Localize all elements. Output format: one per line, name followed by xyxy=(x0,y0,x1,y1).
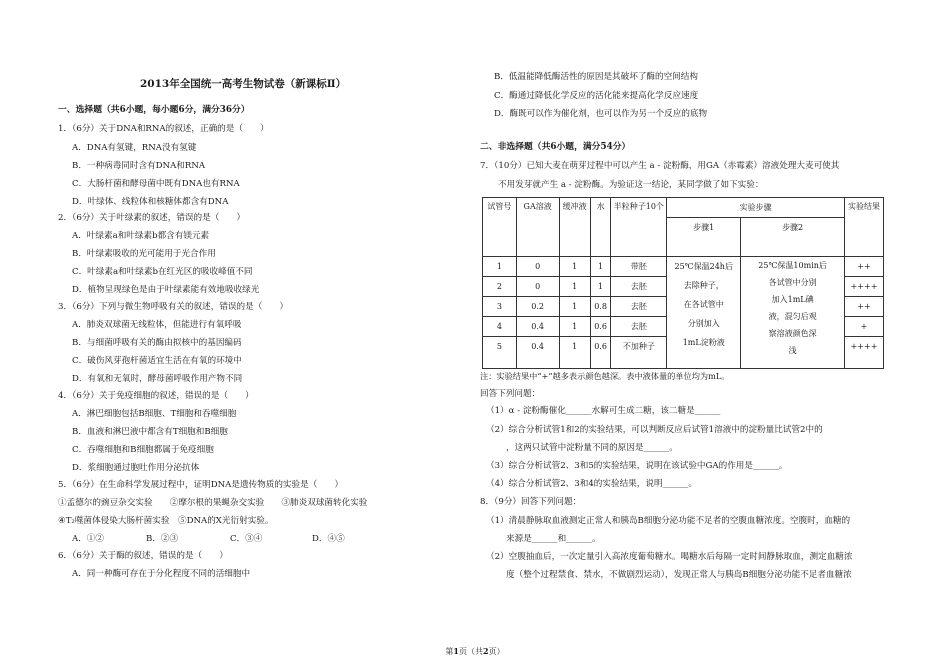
row4-ga: 0.4 xyxy=(516,317,559,337)
header-tube-number: 试管号 xyxy=(483,198,517,257)
step1-line: 在各试管中 xyxy=(683,300,724,309)
q5-items-line2: ④T₂噬菌体侵染大肠杆菌实验 ⑤DNA的X光衍射实验。 xyxy=(58,516,274,526)
q1-option-d: D．叶绿体、线粒体和核糖体都含有DNA xyxy=(72,197,229,207)
row1-water: 1 xyxy=(590,257,611,277)
step2-line: 浅 xyxy=(788,346,797,355)
q8-sub2-line2: 度（整个过程禁食、禁水，不做剧烈运动），发现正常人与胰岛B细胞分泌功能不足者血糖浓 xyxy=(506,570,852,580)
row2-buffer: 1 xyxy=(559,277,590,297)
row2-tube: 2 xyxy=(483,277,517,297)
q3-option-d: D．有氧和无氧时，酵母菌呼吸作用产物不同 xyxy=(72,374,243,384)
header-steps: 实验步骤 xyxy=(667,198,845,218)
row2-water: 1 xyxy=(590,277,611,297)
row4-water: 0.6 xyxy=(590,317,611,337)
step2-line: 液，混匀后观 xyxy=(768,312,817,321)
q1-option-a: A．DNA有氢键，RNA没有氢键 xyxy=(72,143,197,153)
q8-sub1-line2: 来源是______和______。 xyxy=(506,534,601,544)
q5-option-d: D．④⑤ xyxy=(312,534,345,544)
step2-line: 察溶液颜色深 xyxy=(768,329,817,338)
row3-tube: 3 xyxy=(483,297,517,317)
q4-stem: 4．（6分）关于免疫细胞的叙述，错误的是（ ） xyxy=(58,391,254,401)
q7-sub2-line1: （2）综合分析试管1和2的实验结果，可以判断反应后试管1溶液中的淀粉量比试管2中的 xyxy=(486,425,823,435)
experiment-table xyxy=(482,197,884,369)
q8-sub1-line1: （1）清晨静脉取血液测定正常人和胰岛B细胞分泌功能不足者的空腹血糖浓度。空腹时，血糖的 xyxy=(486,516,851,526)
q1-stem: 1．（6分）关于DNA和RNA的叙述，正确的是（ ） xyxy=(58,124,269,134)
footer-page-number: 1 xyxy=(453,646,459,656)
header-result: 实验结果 xyxy=(845,198,884,257)
row3-result: ++ xyxy=(845,297,884,317)
step2-line: 25℃保温10min后 xyxy=(758,261,827,270)
q7-sub4: （4）综合分析试管2、3和4的实验结果，说明______。 xyxy=(486,479,697,489)
q6-option-b: B．低温能降低酶活性的原因是其破坏了酶的空间结构 xyxy=(494,72,698,82)
step1-line: 去除种子， xyxy=(683,281,724,290)
q3-option-a: A．肺炎双球菌无线粒体，但能进行有氧呼吸 xyxy=(72,320,242,330)
header-water: 水 xyxy=(590,198,611,257)
step1-line: 25℃保温24h后 xyxy=(674,262,733,271)
q7-sub1: （1）α - 淀粉酶催化______水解可生成二糖，该二糖是______ xyxy=(486,406,721,416)
header-step2: 步骤2 xyxy=(741,218,845,257)
step2-description xyxy=(741,257,845,369)
step2-line: 各试管中分别 xyxy=(768,278,817,287)
row1-seed: 带胚 xyxy=(611,257,667,277)
q7-stem-line2: 不用发芽就产生 a - 淀粉酶。为验证这一结论，某同学做了如下实验： xyxy=(498,180,764,190)
row2-ga: 0 xyxy=(516,277,559,297)
row1-buffer: 1 xyxy=(559,257,590,277)
q5-option-c: C．③④ xyxy=(230,534,263,544)
q7-sub3: （3）综合分析试管2、3和5的实验结果，说明在该试验中GA的作用是______。 xyxy=(486,461,788,471)
q3-option-c: C．破伤风芽孢杆菌适宜生活在有氧的环境中 xyxy=(72,356,242,366)
q4-option-b: B．血液和淋巴液中都含有T细胞和B细胞 xyxy=(72,427,228,437)
q2-option-c: C．叶绿素a和叶绿素b在红光区的吸收峰值不同 xyxy=(72,267,253,277)
q5-option-a: A．①② xyxy=(72,534,104,544)
q2-stem: 2．（6分）关于叶绿素的叙述，错误的是（ ） xyxy=(58,213,246,223)
footer-post: 页） xyxy=(488,647,505,656)
q4-option-d: D．浆细胞通过胞吐作用分泌抗体 xyxy=(72,463,200,473)
q5-option-b: B．②③ xyxy=(146,534,179,544)
row3-water: 0.8 xyxy=(590,297,611,317)
header-buffer: 缓冲液 xyxy=(559,198,590,257)
row5-tube: 5 xyxy=(483,337,517,369)
step1-line: 1mL淀粉液 xyxy=(682,338,725,347)
q8-sub2-line1: （2）空腹抽血后，一次定量引入高浓度葡萄糖水。喝糖水后每隔一定时间静脉取血，测定血糖浓 xyxy=(486,552,853,562)
q2-option-a: A．叶绿素a和叶绿素b都含有镁元素 xyxy=(72,231,210,241)
row3-ga: 0.2 xyxy=(516,297,559,317)
row4-tube: 4 xyxy=(483,317,517,337)
q3-stem: 3．（6分）下列与微生物呼吸有关的叙述，错误的是（ ） xyxy=(58,302,289,312)
step2-line: 加入1mL碘 xyxy=(771,295,814,304)
q1-option-b: B．一种病毒同时含有DNA和RNA xyxy=(72,161,206,171)
header-ga-solution: GA溶液 xyxy=(516,198,559,257)
section-nonchoice-heading: 二、非选择题（共6小题，满分54分） xyxy=(480,142,631,152)
q4-option-c: C．吞噬细胞和B细胞都属于免疫细胞 xyxy=(72,445,214,455)
footer-mid: 页（共 xyxy=(459,647,483,656)
q5-stem: 5．（6分）在生命科学发展过程中，证明DNA是遗传物质的实验是（ ） xyxy=(58,480,344,490)
q6-stem: 6．（6分）关于酶的叙述，错误的是（ ） xyxy=(58,551,228,561)
row1-result: ++ xyxy=(845,257,884,277)
header-step1: 步骤1 xyxy=(667,218,741,257)
row1-tube: 1 xyxy=(483,257,517,277)
page-footer xyxy=(0,646,950,657)
q6-option-d: D．酶既可以作为催化剂，也可以作为另一个反应的底物 xyxy=(494,109,708,119)
q2-option-b: B．叶绿素吸收的光可能用于光合作用 xyxy=(72,249,216,259)
q3-option-b: B．与细菌呼吸有关的酶由拟核中的基因编码 xyxy=(72,338,242,348)
row1-ga: 0 xyxy=(516,257,559,277)
section-choice-heading: 一、选择题（共6小题，每小题6分，满分36分） xyxy=(58,105,250,115)
row5-result: ++++ xyxy=(845,337,884,369)
row5-ga: 0.4 xyxy=(516,337,559,369)
q1-option-c: C．大肠杆菌和酵母菌中既有DNA也有RNA xyxy=(72,179,240,189)
q4-option-a: A．淋巴细胞包括B细胞、T细胞和吞噬细胞 xyxy=(72,409,237,419)
step1-description xyxy=(667,257,741,369)
q2-option-d: D．植物呈现绿色是由于叶绿素能有效地吸收绿光 xyxy=(72,285,260,295)
q7-sub2-line2: ，这两只试管中淀粉量不同的原因是______。 xyxy=(506,443,678,453)
row5-seed: 不加种子 xyxy=(611,337,667,369)
footer-pre: 第 xyxy=(445,647,454,656)
footer-total-pages: 2 xyxy=(483,646,489,656)
q7-table-note: 注：实验结果中“+”越多表示颜色越深。表中液体量的单位均为mL。 xyxy=(480,371,730,381)
row4-buffer: 1 xyxy=(559,317,590,337)
row2-result: ++++ xyxy=(845,277,884,297)
q6-option-a: A．同一种酶可存在于分化程度不同的活细胞中 xyxy=(72,569,251,579)
row3-seed: 去胚 xyxy=(611,297,667,317)
row4-seed: 去胚 xyxy=(611,317,667,337)
row2-seed: 去胚 xyxy=(611,277,667,297)
q7-stem-line1: 7．（10分）已知大麦在萌芽过程中可以产生 a - 淀粉酶，用GA（赤霉素）溶液处理大麦可使其 xyxy=(480,161,840,171)
q5-items-line1: ①孟德尔的豌豆杂交实验 ②摩尔根的果蝇杂交实验 ③肺炎双球菌转化实验 xyxy=(58,498,368,508)
header-half-seeds: 半粒种子10个 xyxy=(611,198,667,257)
row3-buffer: 1 xyxy=(559,297,590,317)
step1-line: 分别加入 xyxy=(687,319,720,328)
q8-stem: 8．（9分）回答下列问题： xyxy=(480,497,582,507)
row5-water: 0.6 xyxy=(590,337,611,369)
q6-option-c: C．酶通过降低化学反应的活化能来提高化学反应速度 xyxy=(494,91,699,101)
exam-title: 2013年全国统一高考生物试卷（新课标Ⅱ） xyxy=(140,78,347,90)
row4-result: + xyxy=(845,317,884,337)
row5-buffer: 1 xyxy=(559,337,590,369)
q7-prompt: 回答下列问题： xyxy=(480,389,541,399)
